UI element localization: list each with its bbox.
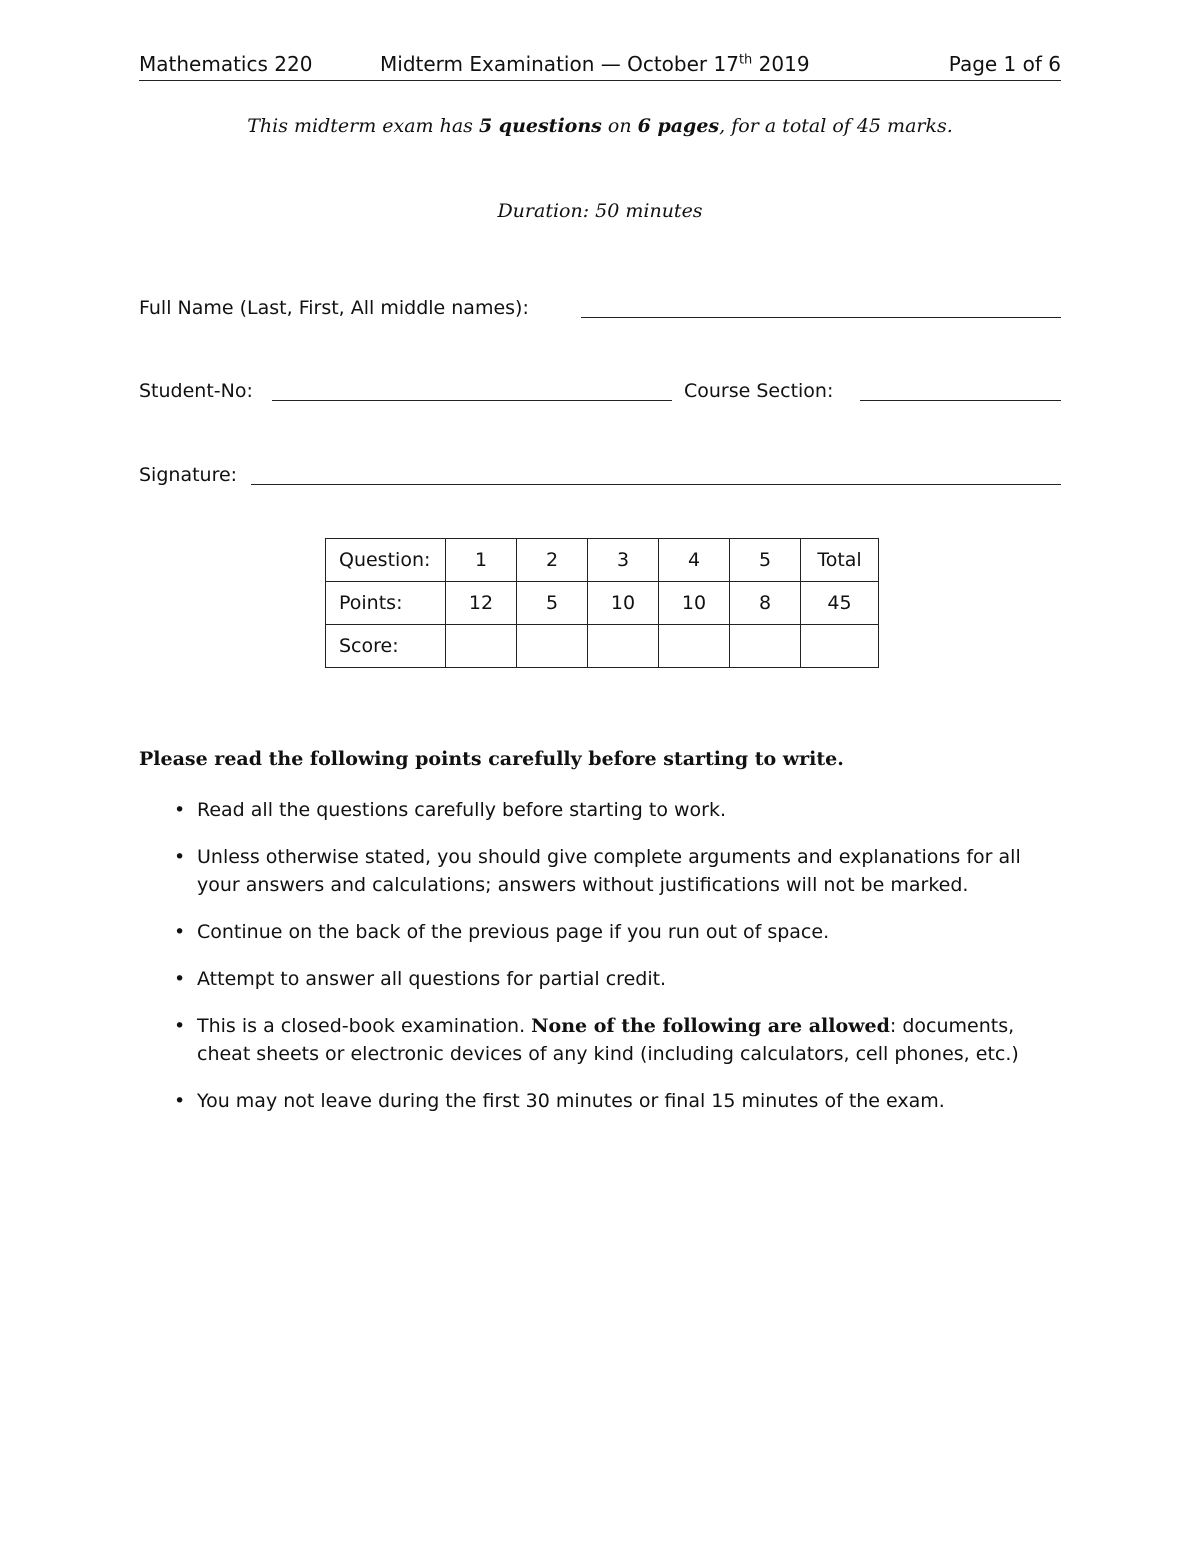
instruction-text: Continue on the back of the previous page if you run out of space. (197, 921, 830, 943)
grades-cell: 10 (659, 582, 730, 625)
grades-cell[interactable] (801, 625, 879, 668)
course-section-label: Course Section: (684, 380, 834, 402)
instruction-item (139, 1087, 1069, 1115)
instruction-item (139, 965, 1069, 993)
grades-cell: 8 (730, 582, 801, 625)
course-name: Mathematics 220 (139, 52, 313, 76)
full-name-field[interactable] (139, 297, 1061, 325)
summary-text-3: , for a total of 45 marks. (719, 115, 953, 137)
instruction-text: Attempt to answer all questions for partial credit. (197, 968, 667, 990)
grades-row-label: Question: (326, 539, 446, 582)
summary-text-2: on (601, 115, 638, 137)
instruction-item (139, 918, 1069, 946)
instruction-text: Unless otherwise stated, you should give complete arguments and explanations for all your answers and calculations; answers without justifications will not be marked. (197, 846, 1021, 896)
grades-cell: 1 (446, 539, 517, 582)
grades-cell: 3 (588, 539, 659, 582)
grades-cell[interactable] (588, 625, 659, 668)
summary-num-pages: 6 pages (637, 115, 720, 137)
grades-table (325, 538, 879, 668)
exam-title (380, 52, 810, 76)
exam-title-sup: th (738, 52, 753, 68)
instruction-text: : documents, cheat sheets or electronic devices of any kind (including calculators, cell phones, etc.) (197, 1015, 1019, 1065)
grades-cell[interactable] (659, 625, 730, 668)
full-name-blank[interactable] (581, 317, 1061, 318)
grades-cell: 4 (659, 539, 730, 582)
header-divider (139, 80, 1061, 81)
instructions-list (139, 796, 1069, 1134)
exam-duration: Duration: 50 minutes (497, 200, 703, 222)
grades-cell: Total (801, 539, 879, 582)
signature-label: Signature: (139, 464, 238, 486)
grades-cell: 12 (446, 582, 517, 625)
grades-cell[interactable] (446, 625, 517, 668)
signature-blank[interactable] (251, 484, 1061, 485)
page-header (139, 52, 1061, 78)
course-section-blank[interactable] (860, 400, 1061, 401)
grades-cell: 2 (517, 539, 588, 582)
grades-row (326, 539, 879, 582)
instruction-text: This is a closed-book examination. (197, 1015, 532, 1037)
bullet-icon: • (174, 921, 186, 943)
grades-row-label: Score: (326, 625, 446, 668)
instruction-item (139, 1012, 1069, 1068)
signature-field[interactable] (139, 464, 1061, 492)
summary-text-1: This midterm exam has (247, 115, 479, 137)
full-name-label: Full Name (Last, First, All middle names): (139, 297, 529, 319)
student-info-row (139, 380, 1061, 408)
bullet-icon: • (174, 968, 186, 990)
exam-title-text: Midterm Examination — October 17 (380, 52, 739, 76)
bullet-icon: • (174, 1015, 186, 1037)
exam-summary (139, 115, 1061, 137)
bullet-icon: • (174, 799, 186, 821)
page-number: Page 1 of 6 (948, 52, 1061, 76)
grades-cell: 10 (588, 582, 659, 625)
grades-cell[interactable] (517, 625, 588, 668)
instruction-item (139, 796, 1069, 824)
instruction-text: Read all the questions carefully before starting to work. (197, 799, 727, 821)
student-no-label: Student-No: (139, 380, 253, 402)
student-no-blank[interactable] (272, 400, 672, 401)
summary-num-questions: 5 questions (478, 115, 602, 137)
grades-cell: 5 (517, 582, 588, 625)
grades-row (326, 625, 879, 668)
grades-cell: 5 (730, 539, 801, 582)
grades-row (326, 582, 879, 625)
bullet-icon: • (174, 846, 186, 868)
instructions-heading: Please read the following points carefully before starting to write. (139, 748, 844, 770)
instruction-emphasis: None of the following are allowed (531, 1015, 890, 1037)
bullet-icon: • (174, 1090, 186, 1112)
exam-title-year: 2019 (752, 52, 810, 76)
instruction-text: You may not leave during the first 30 minutes or final 15 minutes of the exam. (197, 1090, 945, 1112)
grades-row-label: Points: (326, 582, 446, 625)
instruction-item (139, 843, 1069, 899)
grades-table-body (326, 539, 879, 668)
grades-cell: 45 (801, 582, 879, 625)
grades-cell[interactable] (730, 625, 801, 668)
